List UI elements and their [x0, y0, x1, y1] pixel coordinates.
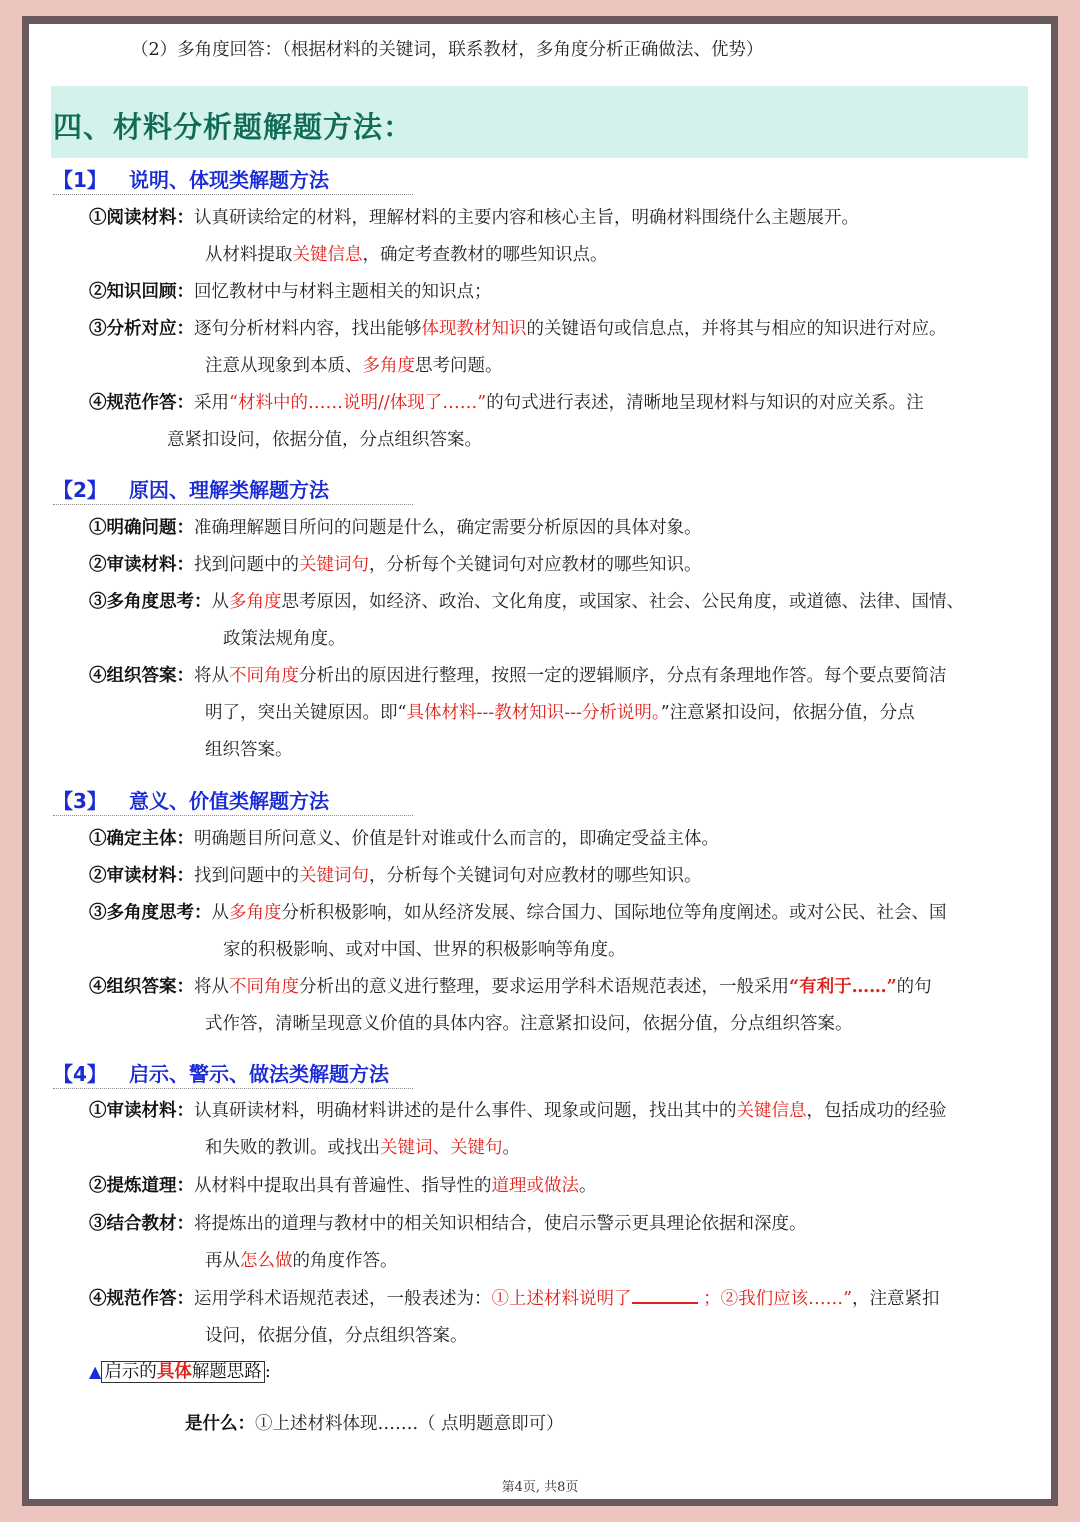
step-text: 准确理解题目所问的问题是什么，确定需要分析原因的具体对象。 — [194, 518, 702, 538]
highlight: 不同角度 — [229, 977, 299, 997]
step-label: ③结合教材： — [89, 1214, 194, 1234]
step-2-4: ④组织答案：将从不同角度分析出的原因进行整理，按照一定的逻辑顺序，分点有条理地作答。每个要点要简洁 明了，突出关键原因。即“具体材料---教材知识---分析说明。”注意紧扣设问，依据分值，分点 组织答案。 — [89, 658, 1031, 769]
step-1-4: ④规范作答：采用“材料中的……说明//体现了……”的句式进行表述，清晰地呈现材料与知识的对应关系。注 意紧扣设问，依据分值，分点组织答案。 — [89, 385, 1031, 459]
step-continuation: 注意从现象到本质、多角度思考问题。 — [205, 356, 503, 376]
section-title-text: 说明、体现类解题方法 — [129, 168, 329, 192]
step-label: ①确定主体： — [89, 829, 194, 849]
step-label: ④规范作答： — [89, 1289, 194, 1309]
what-text: ①上述材料体现…….（ 点明题意即可） — [255, 1414, 564, 1434]
tip-box: 启示的具体解题思路 — [101, 1361, 265, 1383]
step-text: 回忆教材中与材料主题相关的知识点； — [194, 282, 492, 302]
highlight: “材料中的……说明//体现了……” — [229, 393, 487, 413]
tip-line: ▲ 启示的具体解题思路 : — [89, 1362, 271, 1382]
step-1-1 — [89, 200, 1031, 274]
step-1-3: ③分析对应：逐句分析材料内容，找出能够体现教材知识的关键语句或信息点，并将其与相应的知识进行对应。 注意从现象到本质、多角度思考问题。 — [89, 311, 1031, 385]
step-continuation: 组织答案。 — [205, 740, 293, 760]
section-2-title — [53, 474, 413, 505]
step-continuation: 再从怎么做的角度作答。 — [205, 1251, 398, 1271]
section-number: 【1】 — [53, 168, 107, 192]
step-label: ②审读材料： — [89, 866, 194, 886]
step-continuation: 政策法规角度。 — [223, 629, 346, 649]
step-3-2: ②审读材料：找到问题中的关键词句，分析每个关键词句对应教材的哪些知识。 — [89, 866, 702, 886]
step-label: ④规范作答： — [89, 393, 194, 413]
highlight: 关键词句 — [299, 555, 369, 575]
highlight-bold: “有利于……” — [789, 977, 897, 997]
page-title: 四、材料分析题解题方法： — [53, 110, 414, 144]
step-continuation: 式作答，清晰呈现意义价值的具体内容。注意紧扣设问，依据分值，分点组织答案。 — [205, 1014, 853, 1034]
step-4-4: ④规范作答：运用学科术语规范表述，一般表述为：①上述材料说明了 ；②我们应该……”，注意紧扣 设问，依据分值，分点组织答案。 — [89, 1281, 1031, 1355]
section-title-text: 启示、警示、做法类解题方法 — [129, 1062, 389, 1086]
what-label: 是什么： — [185, 1414, 255, 1434]
section-3-title — [53, 785, 413, 816]
step-label: ③分析对应： — [89, 319, 194, 339]
section-number: 【4】 — [53, 1062, 107, 1086]
step-continuation: 意紧扣设问，依据分值，分点组织答案。 — [167, 430, 482, 450]
step-2-1 — [89, 510, 1031, 547]
what-line — [185, 1410, 564, 1435]
step-continuation: 明了，突出关键原因。即“具体材料---教材知识---分析说明。”注意紧扣设问，依据分值，分点 — [205, 703, 915, 723]
step-continuation: 家的积极影响、或对中国、世界的积极影响等角度。 — [223, 940, 626, 960]
step-label: ①阅读材料： — [89, 208, 194, 228]
highlight: 不同角度 — [229, 666, 299, 686]
step-3-1 — [89, 821, 1031, 858]
highlight: 体现教材知识 — [421, 319, 527, 339]
step-label: ①明确问题： — [89, 518, 194, 538]
step-label: ②审读材料： — [89, 555, 194, 575]
highlight: 关键词、关键句 — [380, 1138, 503, 1158]
highlight: 道理或做法 — [491, 1176, 579, 1196]
highlight: 怎么做 — [240, 1251, 293, 1271]
step-2-2: ②审读材料：找到问题中的关键词句，分析每个关键词句对应教材的哪些知识。 — [89, 555, 702, 575]
step-text: 认真研读给定的材料，理解材料的主要内容和核心主旨，明确材料围绕什么主题展开。 — [194, 208, 859, 228]
step-label: ③多角度思考： — [89, 592, 212, 612]
highlight: 关键信息 — [736, 1101, 807, 1121]
step-4-3 — [89, 1206, 1031, 1280]
highlight: ①上述材料说明了 — [491, 1289, 632, 1309]
step-label: ②提炼道理： — [89, 1176, 194, 1196]
section-title-text: 意义、价值类解题方法 — [129, 789, 329, 813]
highlight: 具体材料---教材知识---分析说明。 — [406, 703, 661, 723]
step-label: ③多角度思考： — [89, 903, 212, 923]
page-number: 第4页, 共8页 — [501, 1480, 579, 1495]
document-page — [29, 24, 1051, 1499]
step-text: 明确题目所问意义、价值是针对谁或什么而言的，即确定受益主体。 — [194, 829, 719, 849]
highlight: ；②我们应该……” — [703, 1289, 853, 1309]
highlight: 关键信息 — [292, 245, 363, 265]
section-number: 【2】 — [53, 478, 107, 502]
highlight-bold: 具体 — [156, 1362, 192, 1382]
highlight: 多角度 — [362, 356, 415, 376]
step-continuation: 设问，依据分值，分点组织答案。 — [205, 1326, 468, 1346]
step-label: ①审读材料： — [89, 1101, 194, 1121]
section-number: 【3】 — [53, 789, 107, 813]
step-continuation: 和失败的教训。或找出关键词、关键句。 — [205, 1138, 520, 1158]
step-3-3: ③多角度思考：从多角度分析积极影响，如从经济发展、综合国力、国际地位等角度阐述。或对公民、社会、国 家的积极影响、或对中国、世界的积极影响等角度。 — [89, 895, 1031, 969]
step-2-3: ③多角度思考：从多角度思考原因，如经济、政治、文化角度，或国家、社会、公民角度，或道德、法律、国情、 政策法规角度。 — [89, 584, 1031, 658]
step-label: ④组织答案： — [89, 666, 194, 686]
section-1-title — [53, 164, 413, 195]
step-4-2: ②提炼道理：从材料中提取出具有普遍性、指导性的道理或做法。 — [89, 1176, 597, 1196]
step-4-1: ①审读材料：认真研读材料，明确材料讲述的是什么事件、现象或问题，找出其中的关键信息，包括成功的经验 和失败的教训。或找出关键词、关键句。 — [89, 1093, 1031, 1167]
step-continuation: 从材料提取关键信息，确定考查教材的哪些知识点。 — [205, 245, 608, 265]
step-3-4: ④组织答案：将从不同角度分析出的意义进行整理，要求运用学科术语规范表述，一般采用“有利于……”的句 式作答，清晰呈现意义价值的具体内容。注意紧扣设问，依据分值，分点组织答案。 — [89, 969, 1031, 1043]
step-1-2 — [89, 274, 1031, 311]
highlight: 多角度 — [229, 592, 282, 612]
triangle-icon: ▲ — [89, 1362, 102, 1381]
intro-line: （2）多角度回答：（根据材料的关键词，联系教材，多角度分析正确做法、优势） — [131, 40, 764, 60]
section-4-title — [53, 1058, 413, 1089]
highlight: 关键词句 — [299, 866, 369, 886]
highlight: 多角度 — [229, 903, 282, 923]
step-label: ④组织答案： — [89, 977, 194, 997]
section-title-text: 原因、理解类解题方法 — [129, 478, 329, 502]
step-text: 将提炼出的道理与教材中的相关知识相结合，使启示警示更具理论依据和深度。 — [194, 1214, 807, 1234]
step-label: ②知识回顾： — [89, 282, 194, 302]
answer-blank — [632, 1288, 698, 1304]
